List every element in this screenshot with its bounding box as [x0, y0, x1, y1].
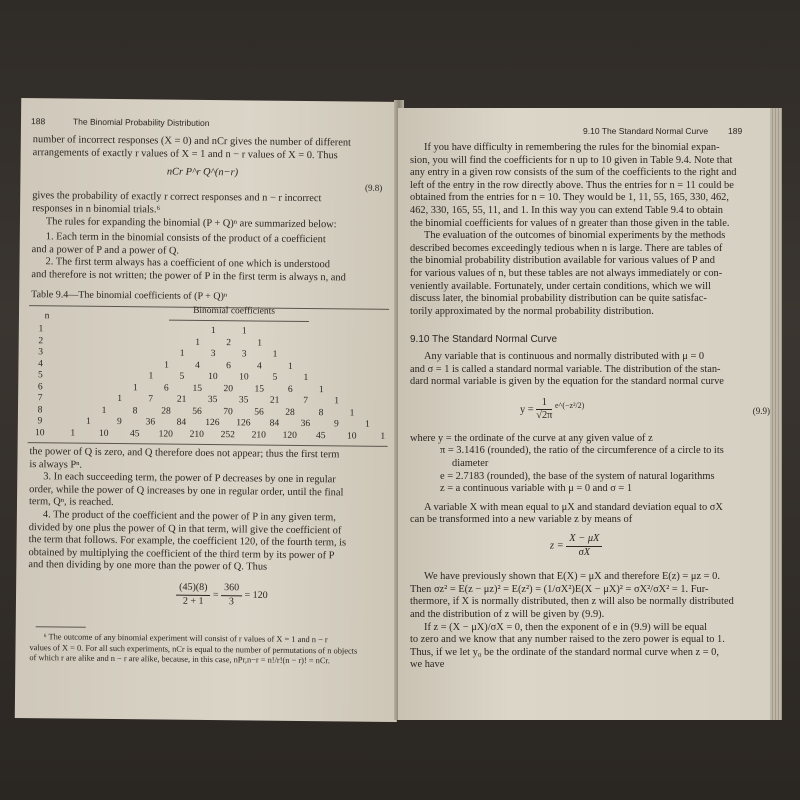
table-cell-coefficient: 28	[161, 406, 171, 417]
text-line: Then σz² = E(z − μz)² = E(z²) = (1/σX²)E(X − μX)² = σX²/σX² = 1. Fur-	[410, 583, 709, 595]
text-line: gives the probability of exactly r correct responses and n − r incorrect	[32, 190, 322, 205]
table-cell-coefficient: 1	[132, 382, 138, 393]
table-cell-coefficient: 6	[226, 360, 231, 371]
equation-exponent: e^(−z²/2)	[555, 400, 585, 410]
text-line: arrangements of exactly r values of X = 1 and n − r values of X = 0. Thus	[32, 146, 338, 161]
text-line: The rules for expanding the binomial (P + Q)ⁿ are summarized below:	[45, 215, 337, 230]
equation-9-8: nCr P^r Q^(n−r)	[166, 166, 239, 179]
text-line: ⁶ The outcome of any binomial experiment will consist of r values of X = 1 and n − r	[43, 632, 328, 645]
table-cell-coefficient: 8	[132, 405, 138, 416]
text-line: left of the entry in the row directly above. Thus the entries for n = 11 could be	[410, 179, 734, 191]
table-cell-coefficient: 8	[318, 407, 324, 418]
table-cell-coefficient: 7	[303, 395, 309, 407]
table-cell-coefficient: 45	[129, 428, 140, 439]
table-cell-coefficient: 28	[285, 407, 295, 418]
table-cell-coefficient: 3	[210, 349, 216, 360]
fraction-numerator: 360	[221, 582, 242, 596]
table-cell-coefficient: 6	[163, 383, 169, 394]
text-line: and σ = 1 is called a standard normal variable. The distribution of the stan-	[410, 363, 721, 375]
text-line: discuss later, the binomial probability distribution can be quite satisfac-	[410, 293, 707, 305]
table-cell-coefficient: 5	[272, 372, 278, 383]
table-row-n: 6	[37, 381, 43, 392]
table-row-n: 1	[38, 324, 44, 335]
text-line: 2. The first term always has a coefficient of one which is understood	[45, 256, 331, 271]
footnote	[29, 632, 357, 667]
table-cell-coefficient: 120	[282, 430, 297, 441]
page-number-left: 188	[30, 116, 46, 127]
fraction-numerator: 1	[536, 397, 552, 411]
table-row-n: 5	[37, 370, 43, 381]
text-line: where y = the ordinate of the curve at any given value of z	[410, 432, 653, 444]
text-line: π = 3.1416 (rounded), the ratio of the circumference of a circle to its	[440, 445, 724, 457]
running-head-left: The Binomial Probability Distribution	[72, 116, 210, 128]
table-cell-coefficient: 1	[334, 396, 340, 407]
table-cell-coefficient: 1	[195, 337, 201, 348]
table-cell-coefficient: 70	[223, 406, 233, 417]
table-cell-coefficient: 3	[241, 349, 247, 360]
right-text-top	[410, 142, 770, 672]
text-line: The evaluation of the outcomes of binomial experiments by the methods	[424, 230, 726, 242]
table-row-n: 2	[38, 335, 44, 346]
equation-number: (9.9)	[752, 405, 770, 416]
table-cell-coefficient: 210	[251, 429, 266, 441]
text-line: Thus, if we let y₀ be the ordinate of the standard normal curve when z = 0,	[410, 646, 719, 658]
text-line: we have	[410, 659, 445, 671]
table-cell-coefficient: 10	[208, 371, 218, 383]
table-cell-coefficient: 1	[85, 416, 91, 427]
equation-result: = 120	[244, 589, 268, 601]
text-line: order, while the power of Q increases by one in regular order, until the final	[29, 483, 344, 499]
text-line: Any variable that is continuous and normally distributed with μ = 0	[424, 350, 705, 362]
table-row-n: 7	[37, 393, 43, 404]
text-line: 4. The product of the coefficient and the power of P in any given term,	[42, 509, 336, 524]
table-cell-coefficient: 2	[226, 337, 232, 348]
text-line: 3. In each succeeding term, the power of P decreases by one in regular	[43, 471, 336, 486]
table-cell-coefficient: 210	[189, 429, 204, 440]
text-line: diameter	[452, 458, 489, 470]
text-line: the binomial coefficients for values of n greater than those given in the table.	[410, 217, 730, 229]
table-caption: Table 9.4—The binomial coefficients of (P + Q)ⁿ	[31, 288, 228, 302]
table-cell-coefficient: 6	[287, 384, 293, 395]
table-cell-coefficient: 1	[148, 371, 154, 382]
table-cell-coefficient: 126	[205, 417, 220, 429]
table-cell-coefficient: 1	[257, 338, 263, 349]
table-cell-coefficient: 20	[223, 383, 234, 394]
text-line: obtained by multiplying the coefficient of the third term by its power of P	[28, 546, 335, 562]
text-line: and the distribution of z will be given by (9.9).	[410, 609, 605, 620]
equation-number: (9.8)	[365, 182, 383, 193]
text-line: of which r are alike and n − r are alike, because, in this case, nPr,n−r = n!/r!(n − r)! = nCr.	[29, 653, 330, 666]
table-row-n: 9	[37, 416, 43, 427]
table-cell-coefficient: 1	[380, 431, 386, 442]
table-cell-coefficient: 4	[257, 361, 262, 372]
page-number-right: 189	[728, 126, 743, 136]
text-line: If you have difficulty in remembering the rules for the binomial expan-	[424, 142, 720, 153]
text-line: and then dividing by one more than the power of Q. Thus	[28, 559, 268, 573]
text-line: values of X = 0. For all such experiments, nCr is equal to the number of permutations of n objects	[29, 642, 358, 656]
text-line: is always Pⁿ.	[29, 458, 83, 471]
text-line: We have previously shown that E(X) = μX and therefore E(z) = μz = 0.	[424, 571, 720, 583]
fraction-numerator: (45)(8)	[176, 582, 210, 596]
equation-lhs: z =	[550, 540, 564, 552]
fraction-denominator: 3	[228, 595, 235, 607]
right-page	[398, 108, 770, 720]
text-line: z = a continuous variable with μ = 0 and σ = 1	[440, 483, 633, 495]
table-cell-coefficient: 120	[158, 428, 173, 440]
footnote-rule	[36, 626, 86, 628]
table-cell-coefficient: 36	[145, 417, 156, 428]
table-cell-coefficient: 10	[239, 372, 249, 383]
text-line: and therefore is not written; the power of P in the first term is always n, and	[31, 269, 346, 284]
table-cell-coefficient: 1	[241, 326, 247, 337]
equation-lhs: y =	[520, 404, 534, 416]
table-cell-coefficient: 10	[346, 430, 357, 442]
table-row-n: 3	[38, 347, 44, 358]
table-cell-coefficient: 45	[315, 430, 326, 441]
table-cell-coefficient: 126	[236, 418, 251, 429]
left-page	[15, 98, 403, 722]
table-cell-coefficient: 7	[148, 394, 154, 405]
table-cell-coefficient: 35	[238, 395, 249, 406]
table-cell-coefficient: 4	[195, 360, 200, 371]
section-heading: 9.10 The Standard Normal Curve	[410, 334, 558, 346]
text-line: A variable X with mean equal to μX and standard deviation equal to σX	[424, 501, 723, 513]
page-edges	[770, 108, 782, 720]
table-cell-coefficient: 56	[192, 406, 202, 417]
text-line: number of incorrect responses (X = 0) and nCr gives the number of different	[32, 134, 352, 149]
table-cell-coefficient: 1	[179, 348, 185, 359]
table-cell-coefficient: 1	[70, 428, 76, 439]
table-rule-header	[169, 320, 309, 322]
z-equation	[550, 533, 760, 559]
text-line: term, Qⁿ, is reached.	[28, 496, 114, 509]
text-line: veniently available. Fortunately, under certain conditions, which we will	[410, 280, 711, 292]
running-head-right: 9.10 The Standard Normal Curve	[583, 126, 709, 136]
table-header-n: n	[44, 311, 50, 322]
table-cell-coefficient: 56	[254, 406, 264, 418]
table-cell-coefficient: 1	[303, 372, 309, 384]
text-line: described becomes exceedingly tedious when n is large. There are tables of	[410, 242, 723, 254]
fraction-denominator: 2 + 1	[182, 595, 204, 607]
table-cell-coefficient: 1	[164, 360, 169, 371]
fraction-denominator: σX	[578, 546, 591, 558]
text-line: dard normal variable is given by the equation for the standard normal curve	[410, 376, 724, 388]
text-line: the binomial probability distribution available for various values of P and	[410, 255, 715, 267]
table-cell-coefficient: 1	[288, 361, 293, 372]
table-row-n: 10	[34, 427, 45, 438]
table-cell-coefficient: 36	[300, 418, 311, 430]
table-cell-coefficient: 1	[101, 405, 107, 416]
text-line: and a power of P and a power of Q.	[31, 243, 180, 257]
text-line: can be transformed into a new variable z by means of	[410, 514, 633, 526]
text-line: to zero and we know that any number raised to the zero power is equal to 1.	[410, 634, 725, 646]
table-cell-coefficient: 1	[272, 349, 278, 360]
table-cell-coefficient: 84	[269, 418, 280, 429]
text-line: If z = (X − μX)/σX = 0, then the exponent of e in (9.9) will be equal	[424, 621, 707, 633]
text-line: obtained from the entries for n = 10. They would be 1, 11, 55, 165, 330, 462,	[410, 192, 729, 204]
table-row-n: 8	[37, 404, 43, 415]
table-cell-coefficient: 9	[116, 417, 122, 428]
table-cell-coefficient: 9	[333, 419, 339, 430]
table-cell-coefficient: 15	[254, 383, 265, 395]
text-line: thermore, if X is normally distributed, then z will also be normally distributed	[410, 596, 734, 608]
equation-9-9	[520, 396, 770, 423]
example-equation: $\frac{(45)(8)}{2 + 1}$ = $\frac{360}{3}$ = 120	[176, 582, 346, 610]
table-cell-coefficient: 35	[207, 394, 218, 406]
table-cell-coefficient: 84	[176, 417, 187, 428]
table-cell-coefficient: 1	[318, 384, 324, 395]
text-line: sion, you will find the coefficients for n up to 10 given in Table 9.4. Note that	[410, 154, 733, 166]
table-header-coefficients: Binomial coefficients	[193, 305, 276, 317]
text-line: responses in n binomial trials.⁶	[32, 203, 161, 216]
text-line: for various values of n, but these tables are not always immediately or con-	[410, 267, 723, 279]
text-line: 1. Each term in the binomial consists of the product of a coefficient	[45, 231, 326, 246]
text-line: the term that follows. For example, the coefficient 120, of the fourth term, is	[28, 534, 347, 549]
table-row-n: 4	[38, 358, 43, 369]
table-cell-coefficient: 5	[179, 371, 185, 382]
table-cell-coefficient: 10	[98, 428, 109, 439]
table-cell-coefficient: 21	[269, 395, 280, 406]
text-line: 462, 330, 165, 55, 11, and 1. In this way you can extend Table 9.4 to obtain	[410, 204, 723, 216]
left-text-top	[31, 134, 383, 305]
text-line: torily approximated by the normal probability distribution.	[410, 305, 654, 317]
table-cell-coefficient: 1	[349, 407, 355, 419]
text-line: the power of Q is zero, and Q therefore does not appear; thus the first term	[29, 446, 340, 461]
table-cell-coefficient: 252	[220, 429, 235, 440]
table-cell-coefficient: 1	[210, 326, 216, 337]
table-cell-coefficient: 21	[176, 394, 187, 405]
table-cell-coefficient: 1	[364, 419, 370, 430]
left-text-bottom	[28, 446, 347, 609]
table-cell-coefficient: 15	[192, 383, 203, 394]
table-cell-coefficient: 1	[117, 394, 123, 405]
fraction-numerator: X − μX	[566, 533, 602, 547]
fraction-denominator: √2π	[536, 410, 553, 422]
text-line: divided by one plus the power of Q in that term, will give the coefficient of	[28, 521, 342, 536]
text-line: any entry in a given row consists of the sum of the coefficients to the right and	[410, 167, 737, 179]
text-line: e = 2.7183 (rounded), the base of the system of natural logarithms	[440, 470, 715, 482]
